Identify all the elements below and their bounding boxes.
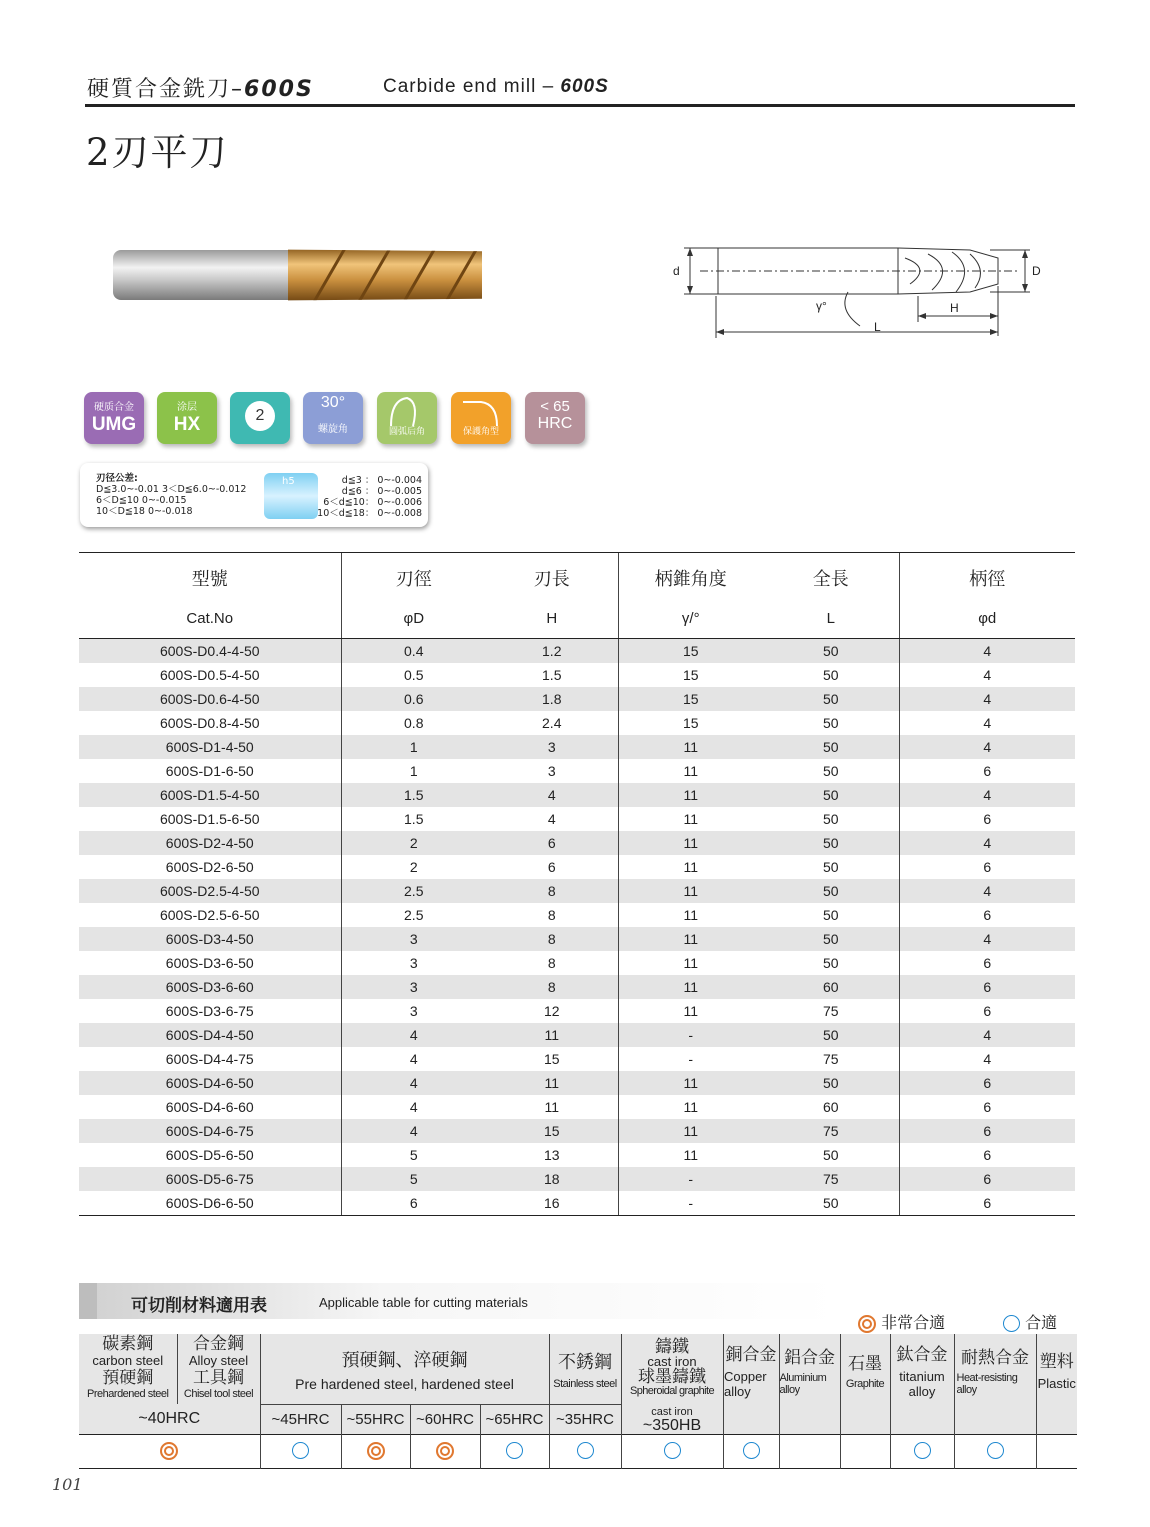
- label-D: D: [1032, 264, 1041, 278]
- table-row: 600S-D0.6-4-50 0.6 1.8 15 50 4: [79, 687, 1075, 711]
- material-umg-icon: 硬质合金 UMG: [84, 392, 144, 444]
- hardness-icon: < 65 HRC: [525, 392, 585, 444]
- tolerance-box: 刃径公差: D≦3.0~-0.01 3＜D≦6.0~-0.012 6＜D≦10 0~-0.015 10＜D≦18 0~-0.018 h5 d≦3 ： 0~-0.004 d≦6 ： 0~-0.005 6＜d≦10： 0~-0.006 10＜d≦18： 0~-0.008: [80, 463, 428, 527]
- mat-copper-alloy: 銅合金 Copper alloy: [723, 1334, 779, 1404]
- mat-graphite: 石墨 Graphite: [840, 1334, 890, 1404]
- th-overall-length: 全長: [763, 553, 899, 598]
- spec-table: 型號 刃徑 刃長 柄錐角度 全長 柄徑 Cat.No φD H γ/° L φd 600S-D0.4-4-50 0.4 1.2 15 50 4 600S-D0.5-4-50 0.5 1.5 15 50 4 600S-D0.6-4-50 0.6 1.8 15 50 4 600S-D0.8-4-50 0.8 2.4 15 50 4 600S-D1-4-50 1 3 11 50 4 600S-D1-6-50 1 3 11 50 6 600S-D1.5-4-50 1.5 4 11 50 4 600S-D1.5-6-50 1.5 4 11 50 6 600S-D2-4-50 2 6 11 50 4 600S-D2-6-50 2 6 11 50 6 600S-D2.5-4-50 2.5 8 11 50 4 600S-D2.5-6-50 2.5 8 11 50 6 600S-D3-4-50 3 8 11 50 4 600S-D3-6-50 3 8 11 50 6 600S-D3-6-60 3 8 11 60 6 600S-D3-6-75 3 12 11 75 6 600S-D4-4-50 4 11 - 50 4 600S-D4-4-75 4 15 - 75 4 600S-D4-6-50 4 11 11 50 6 600S-D4-6-60 4 11 11 60 6 600S-D4-6-75 4 15 11 75 6 600S-D5-6-50 5 13 11 50 6 600S-D5-6-75 5 18 - 75 6 600S-D6-6-50 6 16 - 50 6: [79, 553, 1075, 1216]
- mat-heat-resisting-alloy: 耐熱合金 Heat-resisting alloy: [954, 1334, 1036, 1404]
- page-header: [85, 70, 1075, 107]
- table-row: 600S-D4-6-60 4 11 11 60 6: [79, 1095, 1075, 1119]
- title-zh: 硬質合金銑刀–600S: [87, 77, 314, 102]
- mat-carbon-steel: 碳素鋼 carbon steel 預硬鋼 Prehardened steel: [79, 1334, 177, 1404]
- tool-shank-image: [113, 250, 291, 300]
- suitable-icon: [577, 1442, 594, 1459]
- suitability-row: [79, 1434, 1077, 1468]
- label-d: d: [673, 264, 680, 278]
- table-row: 600S-D3-6-60 3 8 11 60 6: [79, 975, 1075, 999]
- suitable-icon: [292, 1442, 309, 1459]
- tool-flute-image: [288, 248, 482, 302]
- mat-hrc-40: ~40HRC: [79, 1404, 260, 1434]
- legend-suitable: 合適: [1003, 1310, 1057, 1333]
- table-row: 600S-D5-6-75 5 18 - 75 6: [79, 1167, 1075, 1191]
- label-H: H: [950, 301, 959, 315]
- th-model: 型號: [79, 553, 341, 598]
- materials-table: 碳素鋼 carbon steel 預硬鋼 Prehardened steel 合金鋼 Alloy steel 工具鋼 Chisel tool steel 預硬鋼、淬硬鋼 Pre hardened steel, hardened steel 不銹鋼 Stainless steel 鑄鐵 cast iron 球墨鑄鐵 Spheroidal graphite 銅合金 Copper alloy 鋁合金 Aluminium alloy 石墨 Graphite 鈦合金 titanium alloy 耐熱合金 Heat-resisting alloy 塑料 Plastic ~40HRC ~45HRC ~55HRC ~60HRC ~65HRC ~35HRC cast iron ~350HB: [79, 1334, 1077, 1469]
- table-row: 600S-D1.5-4-50 1.5 4 11 50 4: [79, 783, 1075, 807]
- table-row: 600S-D6-6-50 6 16 - 50 6: [79, 1191, 1075, 1216]
- table-row: 600S-D4-6-75 4 15 11 75 6: [79, 1119, 1075, 1143]
- suitable-icon: [743, 1442, 760, 1459]
- mat-stainless-steel: 不銹鋼 Stainless steel: [549, 1334, 621, 1404]
- very-suitable-icon: [858, 1315, 876, 1333]
- th-cut-diameter: 刃徑: [395, 569, 432, 589]
- label-L: L: [874, 320, 881, 334]
- coating-hx-icon: 涂层 HX: [157, 392, 217, 444]
- table-row: 600S-D2-4-50 2 6 11 50 4: [79, 831, 1075, 855]
- table-row: 600S-D4-6-50 4 11 11 50 6: [79, 1071, 1075, 1095]
- tolerance-title: 刃径公差:: [96, 473, 138, 484]
- table-row: 600S-D1-6-50 1 3 11 50 6: [79, 759, 1075, 783]
- helix-angle-icon: 30° 螺旋角: [303, 392, 363, 444]
- mat-plastic: 塑料 Plastic: [1037, 1352, 1076, 1391]
- suitable-icon: [506, 1442, 523, 1459]
- table-row: 600S-D0.8-4-50 0.8 2.4 15 50 4: [79, 711, 1075, 735]
- suitable-icon: [987, 1442, 1004, 1459]
- relief-angle-icon: 圓弧后角: [377, 392, 437, 444]
- suitable-icon: [914, 1442, 931, 1459]
- page-number: 101: [52, 1475, 83, 1494]
- suitable-icon: [664, 1442, 681, 1459]
- mat-cast-iron: 鑄鐵 cast iron 球墨鑄鐵 Spheroidal graphite: [621, 1334, 723, 1404]
- table-row: 600S-D3-4-50 3 8 11 50 4: [79, 927, 1075, 951]
- table-row: 600S-D2.5-4-50 2.5 8 11 50 4: [79, 879, 1075, 903]
- very-suitable-icon: [436, 1442, 454, 1460]
- corner-protection-icon: 保護角型: [451, 392, 511, 444]
- th-shank-diameter: 柄徑: [969, 569, 1006, 589]
- suitable-icon: [1003, 1315, 1020, 1332]
- table-row: 600S-D5-6-50 5 13 11 50 6: [79, 1143, 1075, 1167]
- th-taper-angle: 柄錐角度: [654, 569, 727, 589]
- table-row: 600S-D3-6-75 3 12 11 75 6: [79, 999, 1075, 1023]
- table-row: 600S-D4-4-50 4 11 - 50 4: [79, 1023, 1075, 1047]
- flutes-icon: 2: [230, 392, 290, 444]
- very-suitable-icon: [367, 1442, 385, 1460]
- table-row: 600S-D1.5-6-50 1.5 4 11 50 6: [79, 807, 1075, 831]
- very-suitable-icon: [160, 1442, 178, 1460]
- h5-shank-icon: h5: [264, 473, 318, 519]
- table-row: 600S-D2-6-50 2 6 11 50 6: [79, 855, 1075, 879]
- mat-alloy-steel: 合金鋼 Alloy steel 工具鋼 Chisel tool steel: [177, 1334, 260, 1404]
- th-cut-length: 刃長: [486, 553, 618, 598]
- table-row: 600S-D0.4-4-50 0.4 1.2 15 50 4: [79, 639, 1075, 664]
- table-row: 600S-D1-4-50 1 3 11 50 4: [79, 735, 1075, 759]
- legend-very-suitable: 非常合適: [858, 1310, 945, 1333]
- technical-drawing: [670, 240, 1050, 340]
- mat-aluminium-alloy: 鋁合金 Aluminium alloy: [779, 1334, 840, 1404]
- mat-titanium-alloy: 鈦合金 titanium alloy: [890, 1334, 954, 1404]
- label-gamma: γ°: [816, 299, 827, 313]
- page-subtitle: 2刃平刀: [86, 131, 229, 174]
- materials-title-bar: 可切削材料適用表 Applicable table for cutting materials: [79, 1283, 839, 1319]
- table-row: 600S-D3-6-50 3 8 11 50 6: [79, 951, 1075, 975]
- mat-prehardened-steel: 預硬鋼、淬硬鋼 Pre hardened steel, hardened steel: [260, 1334, 549, 1404]
- table-row: 600S-D4-4-75 4 15 - 75 4: [79, 1047, 1075, 1071]
- title-en: Carbide end mill – 600S: [383, 76, 609, 97]
- table-row: 600S-D0.5-4-50 0.5 1.5 15 50 4: [79, 663, 1075, 687]
- table-row: 600S-D2.5-6-50 2.5 8 11 50 6: [79, 903, 1075, 927]
